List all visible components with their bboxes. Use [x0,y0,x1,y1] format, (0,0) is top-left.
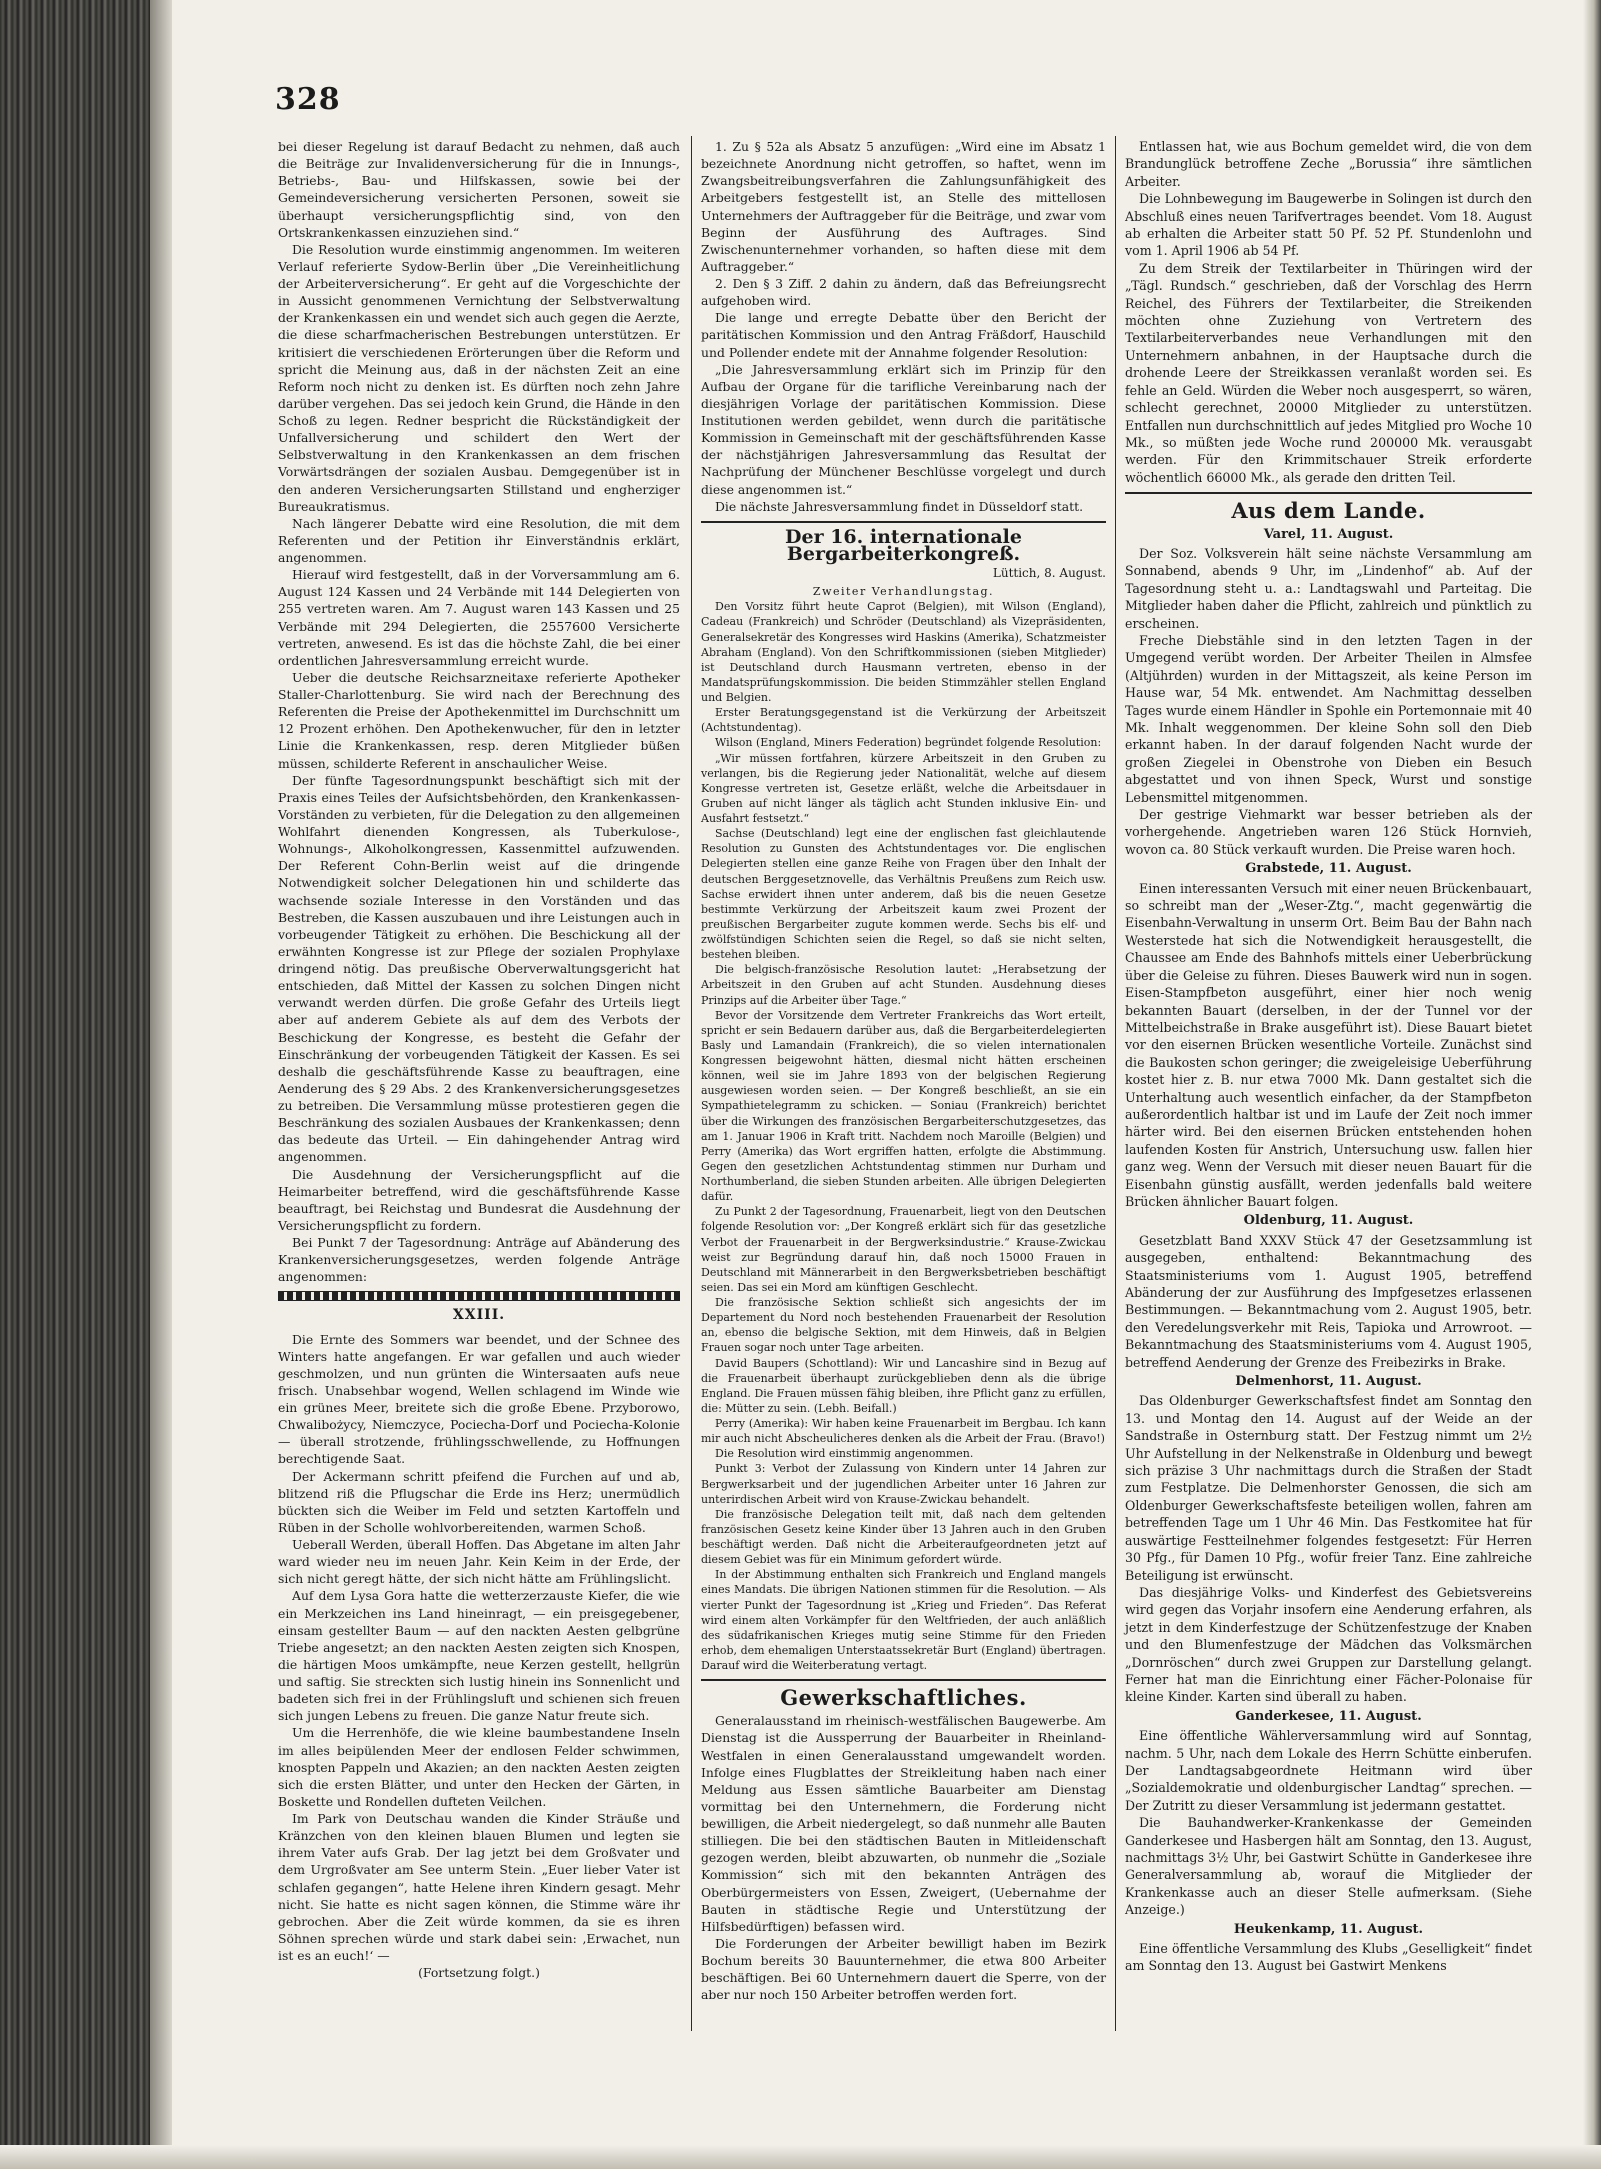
section-divider [1125,492,1532,494]
page-edge-right [1583,0,1601,2169]
serial-paragraph: Im Park von Deutschau wanden die Kinder Sträuße und Kränzchen von den kleinen blauen Blumen und legten sie ihrem Vater aufs Grab. Der lag jetzt bei dem Großvater und dem Urgroßvater am See unterm Stein. „Euer lieber Vater ist schlafen gegangen“, hatte Helene ihren Kindern gesagt. Mehr nicht. Sie hatte es nicht sagen können, die Stimme wäre ihr gebrochen. Aber die Zeit würde kommen, da sie es ihren Söhnen sprechen würde und stark dabei sein: ‚Erwachet, nun ist es an euch!‘ — [278,1811,680,1963]
article-paragraph: Ueber die deutsche Reichsarzneitaxe referierte Apotheker Staller-Charlottenburg. Sie wird nach der Berechnung des Referenten die Preise der Apothekenmittel im Durchschnitt um 12 Prozent erhöhen. Den Apothekenwucher, für den in letzter Linie die Krankenkassen, resp. deren Mitglieder büßen müssen, schilderte Referent in anschaulicher Weise. [278,669,680,771]
section-heading: Gewerkschaftliches. [780,1685,1027,1711]
report-paragraph: Den Vorsitz führt heute Caprot (Belgien), mit Wilson (England), Cadeau (Frankreich) und Schröder (Deutschland) als Vizepräsidenten, Generalsekretär des Kongresses wird Haskins (Amerika), Schatzmeister Abraham (England). Von den Schriftkommissionen (sieben Mitglieder) ist Deutschland durch Hausmann vertreten, ebenso in der Mandatsprüfungskommission. Die beiden Stimmzähler stellen England und Belgien. [701,600,1106,704]
column-rule [691,136,692,2031]
article-paragraph: bei dieser Regelung ist darauf Bedacht zu nehmen, daß auch die Beiträge zur Invalidenversicherung für die in Innungs-, Betriebs-, Bau- und Hilfskassen, sowie bei der Gemeindeversicherung versicherten Personen, soweit sie überhaupt versicherungspflichtig sind, von den Ortskrankenkassen einzuziehen sind.“ [278,139,680,240]
binding-shadow [150,0,172,2169]
article-paragraph: Der fünfte Tagesordnungspunkt beschäftigt sich mit der Praxis eines Teiles der Aufsichtsbehörden, den Krankenkassen-Vorständen zu verbieten, für die Delegation zu den allgemeinen Wohlfahrt dienenden Kongressen, als Tuberkulose-, Wohnungs-, Alkoholkongressen, Kassenmittel aufzuwenden. Der Referent Cohn-Berlin weist auf die dringende Notwendigkeit solcher Delegationen hin und schilderte das wachsende soziale Interesse in den Vorständen und das Bestreben, die Kassen auszubauen und ihre Leistungen auch in vorbeugender Tätigkeit zu erhöhen. Die Beschickung all der erwähnten Kongresse ist zur Pflege der sozialen Prophylaxe dringend nötig. Das preußische Oberverwaltungsgericht hat entschieden, daß Mittel der Kassen zu solchen Dingen nicht verwandt werden dürfen. Die große Gefahr des Urteils liegt aber auf anderem Gebiete als auf dem des Verbots der Beschickung der Kongresse, es besteht die Gefahr der Einschränkung der vorbeugenden Tätigkeit der Kassen. Es sei deshalb die geschäftsführende Kasse zu beauftragen, eine Aenderung des § 29 Abs. 2 des Krankenversicherungsgesetzes zu betreiben. Die Versammlung müsse protestieren gegen die Beschränkung des sozialen Ausbaues der Krankenkassen; denn das bedeute das Urteil. — Ein dahingehender Antrag wird angenommen. [278,772,680,1165]
news-item: Die Forderungen der Arbeiter bewilligt haben im Bezirk Bochum bereits 30 Bauunternehmer, die etwa 800 Arbeiter beschäftigen. Bei 60 Unternehmern dauert die Sperre, von der aber nur noch 150 Arbeiter betroffen werden fort. [701,1935,1106,2003]
news-item: Das diesjährige Volks- und Kinderfest des Gebietsvereins wird gegen das Vorjahr insofern eine Aenderung erfahren, als jetzt in dem Kinderfestzuge der Schützenfestzuge der Knaben und den Blumenfestzuge der Mädchen das Volksmärchen „Dornröschen“ durch zwei Gruppen zur Darstellung gelangt. Ferner hat man die Einrichtung einer Fächer-Polonaise für kleine Kinder. Karten sind überall zu haben. [1125,1584,1532,1705]
section-heading: Aus dem Lande. [1231,498,1426,524]
report-paragraph: David Baupers (Schottland): Wir und Lancashire sind in Bezug auf die Frauenarbeit überhaupt zurückgeblieben denn als die übrige England. Die Frauen müssen fähig bleiben, ihre Pflicht ganz zu erfüllen, die: Mütter zu sein. (Lebh. Beifall.) [701,1356,1106,1415]
news-item: Generalausstand im rheinisch-westfälischen Baugewerbe. Am Dienstag ist die Aussperrung der Bauarbeiter in Rheinland-Westfalen in einen Generalausstand umgewandelt worden. Infolge eines Flugblattes der Streikleitung haben nach einer Meldung aus Essen sämtliche Bauarbeiter am Dienstag vormittag bei den Unternehmern, die Forderung nicht bewilligen, die Arbeit niedergelegt, so daß nunmehr alle Bauten stilliegen. Die bei den städtischen Bauten in Mitleidenschaft gezogen werden, bleibt abzuwarten, ob nunmehr die „Soziale Kommission“ sich mit den bekannten Anträgen des Oberbürgermeisters von Essen, Zweigert, (Uebernahme der Bauten in städtische Regie und Unterstützung der Hilfsbedürftigen) befassen wird. [701,1713,1106,1934]
report-paragraph: Bevor der Vorsitzende dem Vertreter Frankreichs das Wort erteilt, spricht er sein Bedauern darüber aus, daß die Bergarbeiterdelegierten Basly und Lamandain (Frankreich), die so vielen internationalen Kongressen beigewohnt hätten, diesmal nicht hätten erscheinen können, weil sie im Jahre 1893 von der belgischen Regierung ausgewiesen worden seien. — Der Kongreß beschließt, an sie ein Sympathietelegramm zu schicken. — Soniau (Frankreich) berichtet über die Wirkungen des französischen Bergarbeiterschutzgesetzes, das am 1. Januar 1906 in Kraft tritt. Nachdem noch Maroille (Belgien) und Perry (Amerika) das Wort ergriffen hatten, erfolgte die Abstimmung. Gegen den gesetzlichen Achtstundentag stimmen nur Durham und Northumberland, die sieben Stunden arbeiten. Alle übrigen Delegierten dafür. [701,1008,1106,1204]
serial-paragraph: Ueberall Werden, überall Hoffen. Das Abgetane im alten Jahr ward wieder neu im neuen Jahr. Kein Keim in der Erde, der sich nicht geregt hätte, der sich nicht hätte am Frühlingslicht. [278,1537,680,1587]
news-item: Eine öffentliche Wählerversammlung wird auf Sonntag, nachm. 5 Uhr, nach dem Lokale des Herrn Schütte einberufen. Der Landtagsabgeordnete Heitmann wird über „Sozialdemokratie und oldenburgischer Landtag“ sprechen. — Der Zutritt zu dieser Versammlung ist jedermann gestattet. [1125,1728,1532,1813]
serial-paragraph: Auf dem Lysa Gora hatte die wetterzerzauste Kiefer, die wie ein Merkzeichen ins Land hineinragt, — ein preisgegebener, einsam gestellter Baum — auf den nackten Aesten gelbgrüne Triebe angesetzt; an den nackten Aesten zeigten sich Knospen, die härtigen Moos umkämpfte, neue Kerzen gestellt, hellgrün und saftig. Sie streckten sich lustig hinein ins Sonnenlicht und badeten sich frei in der Frühlingsluft und schienen sich freuen sich jungen Lebens zu freuen. Die ganze Natur freute sich. [278,1588,680,1724]
article-headline: Der 16. internationale Bergarbeiterkongreß. [785,525,1022,565]
page-edge-bottom [0,2145,1601,2169]
article-paragraph: Die lange und erregte Debatte über den Bericht der paritätischen Kommission und den Antrag Fräßdorf, Hauschild und Pollender endete mit der Annahme folgender Resolution: [701,310,1106,360]
news-item: Der gestrige Viehmarkt war besser betrieben als der vorhergehende. Angetrieben waren 126 Stück Hornvieh, wovon ca. 80 Stück verkauft wurden. Die Preise waren hoch. [1125,807,1532,857]
news-item: Die Bauhandwerker-Krankenkasse der Gemeinden Ganderkesee und Hasbergen hält am Sonntag, den 13. August, nachmittags 3½ Uhr, bei Gastwirt Schütte in Ganderkesee ihre Generalversammlung ab, worauf die Mitglieder der Krankenkasse auch an dieser Stelle aufmerksam. (Siehe Anzeige.) [1125,1815,1532,1918]
news-item: Eine öffentliche Versammlung des Klubs „Geselligkeit“ findet am Sonntag den 13. August bei Gastwirt Menkens [1125,1941,1532,1974]
report-paragraph: Wilson (England, Miners Federation) begründet folgende Resolution: [715,736,1102,750]
book-binding [0,0,150,2169]
report-paragraph: Perry (Amerika): Wir haben keine Frauenarbeit im Bergbau. Ich kann mir auch nicht Abscheulicheres denken als die Arbeit der Frau. (Bravo!) [701,1417,1106,1446]
news-item: Gesetzblatt Band XXXV Stück 47 der Gesetzsammlung ist ausgegeben, enthaltend: Bekanntmachung des Staatsministeriums vom 1. August 1905, betreffend Abänderung der zur Ausführung des Impfgesetzes erlassenen Bestimmungen. — Bekanntmachung vom 2. August 1905, betr. den Veredelungsverkehr mit Reis, Tapioka und Arrowroot. — Bekanntmachung des Staatsministeriums vom 4. August 1905, betreffend Aenderung der Grenze des Freibezirks in Brake. [1125,1232,1532,1370]
article-paragraph: Die Ausdehnung der Versicherungspflicht auf die Heimarbeiter betreffend, wird die geschäftsführende Kasse beauftragt, bei Reichstag und Bundesrat die Ausdehnung der Versicherungspflicht zu fordern. [278,1166,680,1233]
news-item: Zu dem Streik der Textilarbeiter in Thüringen wird der „Tägl. Rundsch.“ geschrieben, daß der Vorschlag des Herrn Reichel, des Führers der Textilarbeiter, die Streikenden möchten ohne Zuziehung von Vertretern des Textilarbeiterverbandes neue Verhandlungen mit den Unternehmern anbahnen, in der Hauptsache durch die drohende Leere der Streikkassen veranlaßt worden sei. Es fehle an Geld. Würden die Weber noch ausgesperrt, so wären, schlecht gerechnet, 20000 Mitglieder zu unterstützen. Entfallen nun durchschnittlich auf jedes Mitglied pro Woche 10 Mk., so müßten jede Woche rund 200000 Mk. verausgabt werden. Für den Krimmitschauer Streik erforderte wöchentlich 66000 Mk., als gerade den dritten Teil. [1125,260,1532,485]
article-paragraph: Bei Punkt 7 der Tagesordnung: Anträge auf Abänderung des Krankenversicherungsgesetzes, werden folgende Anträge angenommen: [278,1235,680,1285]
page-number: 328 [275,82,341,117]
report-paragraph: Die Resolution wird einstimmig angenommen. [715,1447,974,1461]
report-paragraph: „Wir müssen fortfahren, kürzere Arbeitszeit in den Gruben zu verlangen, bis die Regierung jeder Nationalität, welche auf diesem Kongresse vertreten ist, Gesetze erläßt, welche die Arbeitsdauer in Gruben auf nicht länger als täglich acht Stunden inklusive Ein- und Ausfahrt festsetzt.“ [701,751,1106,825]
news-item: Entlassen hat, wie aus Bochum gemeldet wird, die von dem Brandunglück betroffene Zeche „Borussia“ ihre sämtlichen Arbeiter. [1125,139,1532,189]
column-middle [701,138,1106,2003]
section-divider [701,521,1106,523]
serial-paragraph: Um die Herrenhöfe, die wie kleine baumbestandene Inseln im alles beipülenden Meer der endlosen Felder schwimmen, knospten Pappeln und Akazien; an den nackten Aesten zeigten sich die ersten Blätter, und unter den Hecken der Gärten, in Boskette und Rondellen dufteten Veilchen. [278,1725,680,1809]
dateline: Lüttich, 8. August. [992,566,1106,580]
report-paragraph: Die belgisch-französische Resolution lautet: „Herabsetzung der Arbeitszeit in den Gruben auf acht Stunden. Ausdehnung dieses Prinzips auf die Arbeiter über Tage.“ [701,963,1106,1007]
serial-paragraph: Die Ernte des Sommers war beendet, und der Schnee des Winters hatte angefangen. Er war gefallen und auch wieder geschmolzen, und nun grünten die Wintersaaten aufs neue frisch. Unabsehbar wogend, Wellen schlagend im Winde wie ein grünes Meer, breitete sich die große Ebene. Przyborowo, Chwalibożycy, Niemczyce, Pociecha-Dorf und Pociecha-Kolonie — überall strotzende, frühlingsschwellende, zu Hoffnungen berechtigende Saat. [278,1331,680,1467]
location-dateline: Delmenhorst, 11. August. [1235,1374,1422,1390]
report-paragraph: Zu Punkt 2 der Tagesordnung, Frauenarbeit, liegt von den Deutschen folgende Resolution vor: „Der Kongreß erklärt sich für das gesetzliche Verbot der Frauenarbeit in der Bergwerksindustrie.“ Krause-Zwickau weist zur Begründung darauf hin, daß noch 15000 Frauen in Deutschland mit Männerarbeit in den Bergwerksbetrieben beschäftigt seien. Das sei ein Mord am künftigen Geschlecht. [701,1205,1106,1294]
report-paragraph: Die französische Sektion schließt sich angesichts der im Departement du Nord noch bestehenden Frauenarbeit der Resolution an, ebenso die belgische Sektion, mit dem Hinweis, daß in Belgien Frauen sogar noch unter Tage arbeiten. [701,1296,1106,1355]
news-item: Einen interessanten Versuch mit einer neuen Brückenbauart, so schreibt man der „Weser-Ztg.“, macht gegenwärtig die Eisenbahn-Verwaltung in unserm Ort. Beim Bau der Bahn nach Westerstede hat sich die Notwendigkeit herausgestellt, die Chaussee am Ende des Bahnhofs mittels einer Ueberbrückung über die Geleise zu führen. Dieses Bauwerk wird nun in sogen. Eisen-Stampfbeton ausgeführt, einer hier noch wenig bekannten Bauart (derselben, in der der Tunnel vor der Mittelbeichstraße in Brake ausgeführt ist). Diese Bauart bietet vor den eisernen Brücken wesentliche Vorteile. Zunächst sind die Baukosten schon geringer; die zweigeleisige Ueberführung kostet hier z. B. nur etwa 7000 Mk. Dann gestaltet sich die Unterhaltung auch wesentlich einfacher, da der Stampfbeton außerordentlich haltbar ist und im Laufe der Zeit noch immer härter wird. Bei den eisernen Brücken entstehenden hohen laufenden Kosten für Anstrich, Untersuchung usw. fallen hier ganz weg. Wenn der Versuch mit dieser neuen Bauart für die Eisenbahn günstig ausfällt, werden jedenfalls bald weitere Brücken ähnlicher Bauart folgen. [1125,880,1532,1209]
report-paragraph: In der Abstimmung enthalten sich Frankreich und England mangels eines Mandats. Die übrigen Nationen stimmen für die Resolution. — Als vierter Punkt der Tagesordnung ist „Krieg und Frieden“. Das Referat wird einem alten Vorkämpfer für den Weltfrieden, der auch anläßlich des südafrikanischen Krieges mutig seine Stimme für den Frieden erhob, dem ehemaligen Unterstaatssekretär Burt (England) übertragen. Darauf wird die Weiterberatung vertagt. [701,1568,1106,1672]
article-paragraph: Hierauf wird festgestellt, daß in der Vorversammlung am 6. August 124 Kassen und 24 Verbände mit 144 Delegierten von 255 vertreten waren. Am 7. August waren 143 Kassen und 25 Verbände mit 294 Delegierten, die 2557600 Versicherte vertreten, anwesend. Es ist das die höchste Zahl, die bei einer ordentlichen Jahresversammlung erreicht wurde. [278,567,680,668]
article-paragraph: 1. Zu § 52a als Absatz 5 anzufügen: „Wird eine im Absatz 1 bezeichnete Anordnung nicht getroffen, so haftet, wenn im Zwangsbeitreibungsverfahren die Zahlungsunfähigkeit des Arbeitgebers festgestellt ist, an Stelle des mittellosen Unternehmers der Auftraggeber für die Beiträge, und zwar vom Beginn der Ausführung des Auftrages. Sind Zwischenunternehmer vorhanden, so haften diese mit dem Auftraggeber.“ [701,139,1106,274]
news-item: Der Soz. Volksverein hält seine nächste Versammlung am Sonnabend, abends 9 Uhr, im „Lindenhof“ ab. Auf der Tagesordnung steht u. a.: Landtagswahl und Parteitag. Die Mitglieder haben daher die Pflicht, zahlreich und pünktlich zu erscheinen. [1125,545,1532,631]
article-paragraph: 2. Den § 3 Ziff. 2 dahin zu ändern, daß das Befreiungsrecht aufgehoben wird. [701,276,1106,309]
report-paragraph: Punkt 3: Verbot der Zulassung von Kindern unter 14 Jahren zur Bergwerksarbeit und der jugendlichen Arbeiter unter 16 Jahren zur unterirdischen Arbeit wird von Krause-Zwickau behandelt. [701,1462,1106,1506]
report-paragraph: Die französische Delegation teilt mit, daß nach dem geltenden französischen Gesetz keine Kinder über 13 Jahren auch in den Gruben beschäftigt werden. Daß nicht die Arbeiteraufgeordneten jetzt auf diesem Gebiet was für ein Minimum gefordert würde. [701,1507,1106,1567]
report-paragraph: Sachse (Deutschland) legt eine der englischen fast gleichlautende Resolution zu Gunsten des Achtstundentages vor. Die englischen Delegierten stellen eine ganze Reihe von Fragen über den Inhalt der deutschen Berggesetznovelle, das Verhältnis Preußens zum Reich usw. Sachse erwidert ihnen unter anderem, daß bis die neuen Gesetze bestimmte Verkürzung der Arbeitszeit kaum zwei Prozent der preußischen Bergarbeiter zugute kommen werde. Sechs bis elf- und zwölfstündigen Schichten seien die Regel, so daß sie nicht selten, bestehen bleiben. [701,827,1106,962]
column-rule [1115,136,1116,2031]
location-dateline: Heukenkamp, 11. August. [1233,1921,1424,1937]
article-paragraph: Nach längerer Debatte wird eine Resolution, die mit dem Referenten und der Petition ihr Einverständnis erklärt, angenommen. [278,515,680,565]
report-paragraph: Erster Beratungsgegenstand ist die Verkürzung der Arbeitszeit (Achtstundentag). [701,706,1106,735]
news-item: Die Lohnbewegung im Baugewerbe in Solingen ist durch den Abschluß eines neuen Tarifvertrages beendet. Vom 18. August ab erhalten die Arbeiter statt 50 Pf. 52 Pf. Stundenlohn und vom 1. April 1906 ab 54 Pf. [1125,191,1532,259]
news-item: Das Oldenburger Gewerkschaftsfest findet am Sonntag den 13. und Montag den 14. August auf der Weide an der Sandstraße in Osternburg statt. Der Festzug nimmt um 2½ Uhr Aufstellung in der Nelkenstraße in Oldenburg und bewegt sich präzise 3 Uhr nachmittags durch die Straßen der Stadt zum Festplatze. Die Delmenhorster Genossen, die sich am Oldenburger Gewerkschaftsfeste beteiligen wollen, fahren am betreffenden Tage um 1 Uhr 46 Min. Das Festkomitee hat für auswärtige Festteilnehmer folgendes festgesetzt: Für Herren 30 Pfg., für Damen 10 Pfg., wofür freier Tanz. Eine zahlreiche Beteiligung ist erwünscht. [1125,1393,1532,1583]
subheading: Zweiter Verhandlungstag. [812,585,995,599]
chapter-heading: XXIII. [452,1307,506,1324]
location-dateline: Varel, 11. August. [1263,526,1394,542]
continuation-note: (Fortsetzung folgt.) [418,1965,540,1981]
location-dateline: Ganderkesee, 11. August. [1235,1708,1422,1724]
article-paragraph: Die Resolution wurde einstimmig angenommen. Im weiteren Verlauf referierte Sydow-Berlin über „Die Vereinheitlichung der Arbeiterversicherung“. Er geht auf die Vorgeschichte der in Aussicht genommenen Vernichtung der Selbstverwaltung der Krankenkassen ein und wendet sich auch gegen die Aerzte, die diese scharfmacherischen Bestrebungen unterstützen. Er kritisiert die verschiedenen Erörterungen über die Reform und spricht die Meinung aus, daß in der nächsten Zeit an eine Reform noch nicht zu denken ist. Es dürften noch zehn Jahre darüber vergehen. Das sei jedoch kein Grund, die Hände in den Schoß zu legen. Redner bespricht die Rückständigkeit der Unfallversicherung und schildert den Wert der Selbstverwaltung in den Krankenkassen an dem frischen Vorwärtsdrängen der sozialen Ausbau. Demgegenüber ist in den anderen Versicherungsarten Stillstand und engherziger Bureaukratismus. [278,241,680,514]
column-right [1125,138,1532,1975]
section-divider [701,1679,1106,1681]
ornamental-divider [278,1291,680,1301]
location-dateline: Grabstede, 11. August. [1245,861,1412,877]
location-dateline: Oldenburg, 11. August. [1243,1213,1414,1229]
column-left [278,138,680,1981]
article-paragraph: Die nächste Jahresversammlung findet in Düsseldorf statt. [715,498,1084,514]
news-item: Freche Diebstähle sind in den letzten Tagen in der Umgegend verübt worden. Der Arbeiter Theilen in Almsfee (Altjührden) wurden in der Mittagszeit, als keine Person im Hause war, 54 Mk. entwendet. Am Nachmittag desselben Tages wurde einem Händler in Spohle ein Portemonnaie mit 40 Mk. Inhalt weggenommen. Der kleine Sohn soll den Dieb erkannt haben. In der darauf folgenden Nacht wurde der großen Ziegelei in Obenstrohe von Dieben ein Besuch abgestattet und von ihnen Speck, Wurst und sonstige Lebensmittel mitgenommen. [1125,632,1532,805]
resolution-quote: „Die Jahresversammlung erklärt sich im Prinzip für den Aufbau der Organe für die tarifliche Vereinbarung nach der diesjährigen Vorlage der paritätischen Kommission. Diese Institutionen werden gebildet, wenn durch die paritätische Kommission in Gemeinschaft mit der geschäftsführenden Kasse der nächstjährigen Jahresversammlung das Resultat der Nachprüfung der Münchener Beschlüsse vorgelegt und durch diese angenommen ist.“ [701,361,1106,497]
serial-paragraph: Der Ackermann schritt pfeifend die Furchen auf und ab, blitzend riß die Pflugschar die Erde ins Herz; unermüdlich bückten sich die Weiber im Feld und setzten Kartoffeln und Rüben in der Scholle wohlvorbereitenden, warmen Schoß. [278,1468,680,1535]
